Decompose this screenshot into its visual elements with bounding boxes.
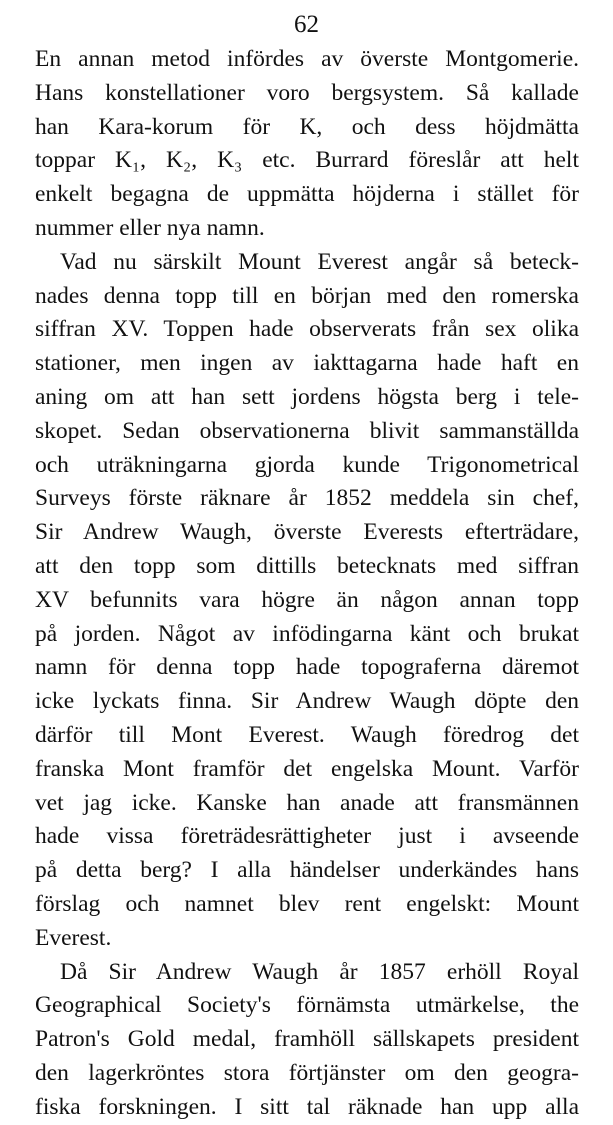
text-line: En annan metod infördes av överste Montgomerie. — [35, 46, 579, 72]
text-line: enkelt begagna de uppmätta höjderna i stället för — [35, 181, 579, 208]
text-line: XV befunnits vara högre än någon annan topp — [35, 586, 579, 613]
text-line: franska Mont framför det engelska Mount. Varför — [35, 755, 579, 782]
text-line: Surveys förste räknare år 1852 meddela sin chef, — [35, 485, 579, 512]
text-line: därför till Mont Everest. Waugh föredrog det — [35, 721, 579, 748]
text-line: förslag och namnet blev rent engelskt: Mount — [35, 890, 579, 917]
text-line: Geographical Society's förnämsta utmärkelse, the — [35, 992, 579, 1019]
page-number: 62 — [294, 11, 319, 38]
text-line: den lagerkröntes stora förtjänster om den geogra- — [35, 1059, 579, 1086]
text-line: han Kara-korum för K, och dess höjdmätta — [35, 113, 579, 140]
text-line: siffran XV. Toppen hade observerats från sex olika — [35, 316, 579, 343]
text-line: icke lyckats finna. Sir Andrew Waugh döpte den — [35, 688, 579, 715]
text-line: skopet. Sedan observationerna blivit sammanställda — [35, 417, 579, 444]
text-line: Everest. — [35, 924, 112, 951]
text-line: fiska forskningen. I sitt tal räknade han upp alla — [35, 1093, 579, 1120]
text-line: toppar K₁, K₂, K₃ etc. Burrard föreslår att helt — [35, 147, 579, 174]
text-line: stationer, men ingen av iakttagarna hade haft en — [35, 350, 579, 377]
text-line: nades denna topp till en början med den romerska — [35, 282, 579, 309]
text-line: aning om att han sett jordens högsta berg i tele- — [35, 383, 579, 410]
text-line: Då Sir Andrew Waugh år 1857 erhöll Royal — [60, 958, 579, 985]
text-line: vet jag icke. Kanske han anade att fransmännen — [35, 789, 579, 816]
text-line: namn för denna topp hade topograferna däremot — [35, 654, 579, 681]
body-text — [35, 43, 579, 1125]
text-line: hade vissa företrädesrättigheter just i avseende — [35, 823, 579, 850]
text-line: Sir Andrew Waugh, överste Everests efterträdare, — [35, 519, 579, 546]
text-line: att den topp som dittills betecknats med siffran — [35, 552, 579, 579]
text-line: och uträkningarna gjorda kunde Trigonometrical — [35, 451, 579, 478]
text-line: Vad nu särskilt Mount Everest angår så beteck- — [60, 248, 579, 275]
text-line: Patron's Gold medal, framhöll sällskapets president — [35, 1026, 579, 1053]
text-line: Hans konstellationer voro bergsystem. Så kallade — [35, 79, 579, 106]
text-line: nummer eller nya namn. — [35, 214, 265, 241]
text-line: på detta berg? I alla händelser underkändes hans — [35, 857, 579, 884]
text-line: på jorden. Något av infödingarna känt och brukat — [35, 620, 579, 647]
